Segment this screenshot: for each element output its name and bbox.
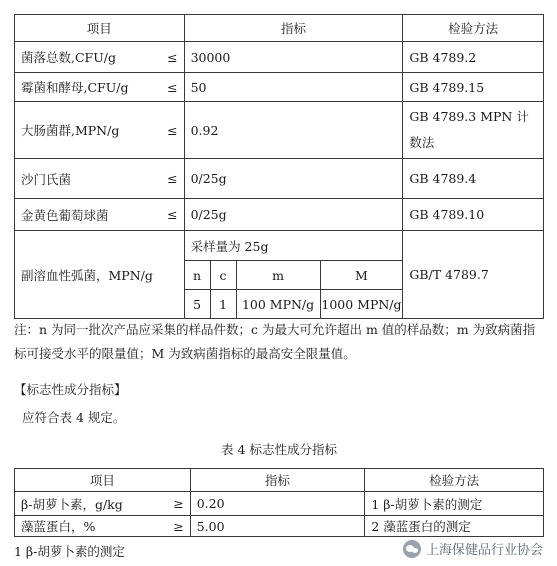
marker-component-table (14, 468, 544, 537)
table-row (15, 516, 544, 537)
header-item: 项目 (15, 469, 191, 492)
header-method: 检验方法 (365, 469, 544, 492)
table-header-row (15, 469, 544, 492)
header-indicator: 指标 (190, 469, 365, 492)
row-value: 0.92 (184, 102, 403, 159)
row-method: GB 4789.10 (403, 199, 544, 231)
row-method: GB 4789.4 (403, 159, 544, 199)
row-method: 2 藻蓝蛋白的测定 (365, 516, 544, 537)
row-item: 大肠菌群,MPN/g ≤ (15, 102, 185, 159)
row-value: 0/25g (184, 199, 403, 231)
val-m: 100 MPN/g (237, 290, 321, 318)
row-item: 副溶血性弧菌，MPN/g (15, 231, 185, 319)
watermark-text: 上海保健品行业协会 (425, 543, 543, 558)
footer-text: 1 β-胡萝卜素的测定 (14, 544, 125, 559)
row-item: 金黄色葡萄球菌 ≤ (15, 199, 185, 231)
table-row (15, 42, 544, 73)
microbial-indicator-table (14, 14, 544, 319)
row-item: 霉菌和酵母,CFU/g ≤ (15, 73, 185, 102)
section-heading: 【标志性成分指标】 (14, 382, 127, 397)
row-value: 5.00 (190, 516, 365, 537)
table-row (15, 492, 544, 516)
row-method: 1 β-胡萝卜素的测定 (365, 492, 544, 516)
wechat-icon (403, 540, 421, 558)
table-row (15, 102, 544, 159)
table-row (15, 159, 544, 199)
row-value: 30000 (184, 42, 403, 73)
row-method: GB 4789.15 (403, 73, 544, 102)
header-method: 检验方法 (403, 15, 544, 42)
table-note: 注：n 为同一批次产品应采集的样品件数；c 为最大可允许超出 m 值的样品数；m 为致病菌指标可接受水平的限量值；M 为致病菌指标的最高安全限量值。 (14, 322, 536, 361)
val-c: 1 (211, 290, 237, 318)
table-row-vibrio (15, 231, 544, 261)
row-method: GB/T 4789.7 (403, 231, 544, 319)
row-item: β-胡萝卜素，g/kg ≥ (15, 492, 191, 516)
col-n: n (185, 261, 211, 289)
table-row (15, 199, 544, 231)
sampling-note: 采样量为 25g (184, 231, 403, 261)
watermark (403, 539, 543, 558)
row-value: 0.20 (190, 492, 365, 516)
header-indicator: 指标 (184, 15, 403, 42)
table4-caption: 表 4 标志性成分指标 (221, 442, 337, 457)
section-text: 应符合表 4 规定。 (22, 410, 126, 425)
row-method: GB 4789.2 (403, 42, 544, 73)
row-item: 沙门氏菌 ≤ (15, 159, 185, 199)
val-M: 1000 MPN/g (321, 296, 402, 312)
val-n: 5 (185, 290, 211, 318)
table-header-row (15, 15, 544, 42)
row-item: 菌落总数,CFU/g ≤ (15, 42, 185, 73)
header-item: 项目 (15, 15, 185, 42)
row-value: 0/25g (184, 159, 403, 199)
col-m: m (237, 261, 321, 289)
col-c: c (211, 261, 237, 289)
row-method: GB 4789.3 MPN 计数法 (403, 102, 544, 159)
row-value: 50 (184, 73, 403, 102)
col-M: M (355, 267, 368, 283)
table-row (15, 73, 544, 102)
row-item: 藻蓝蛋白，% ≥ (15, 516, 191, 537)
